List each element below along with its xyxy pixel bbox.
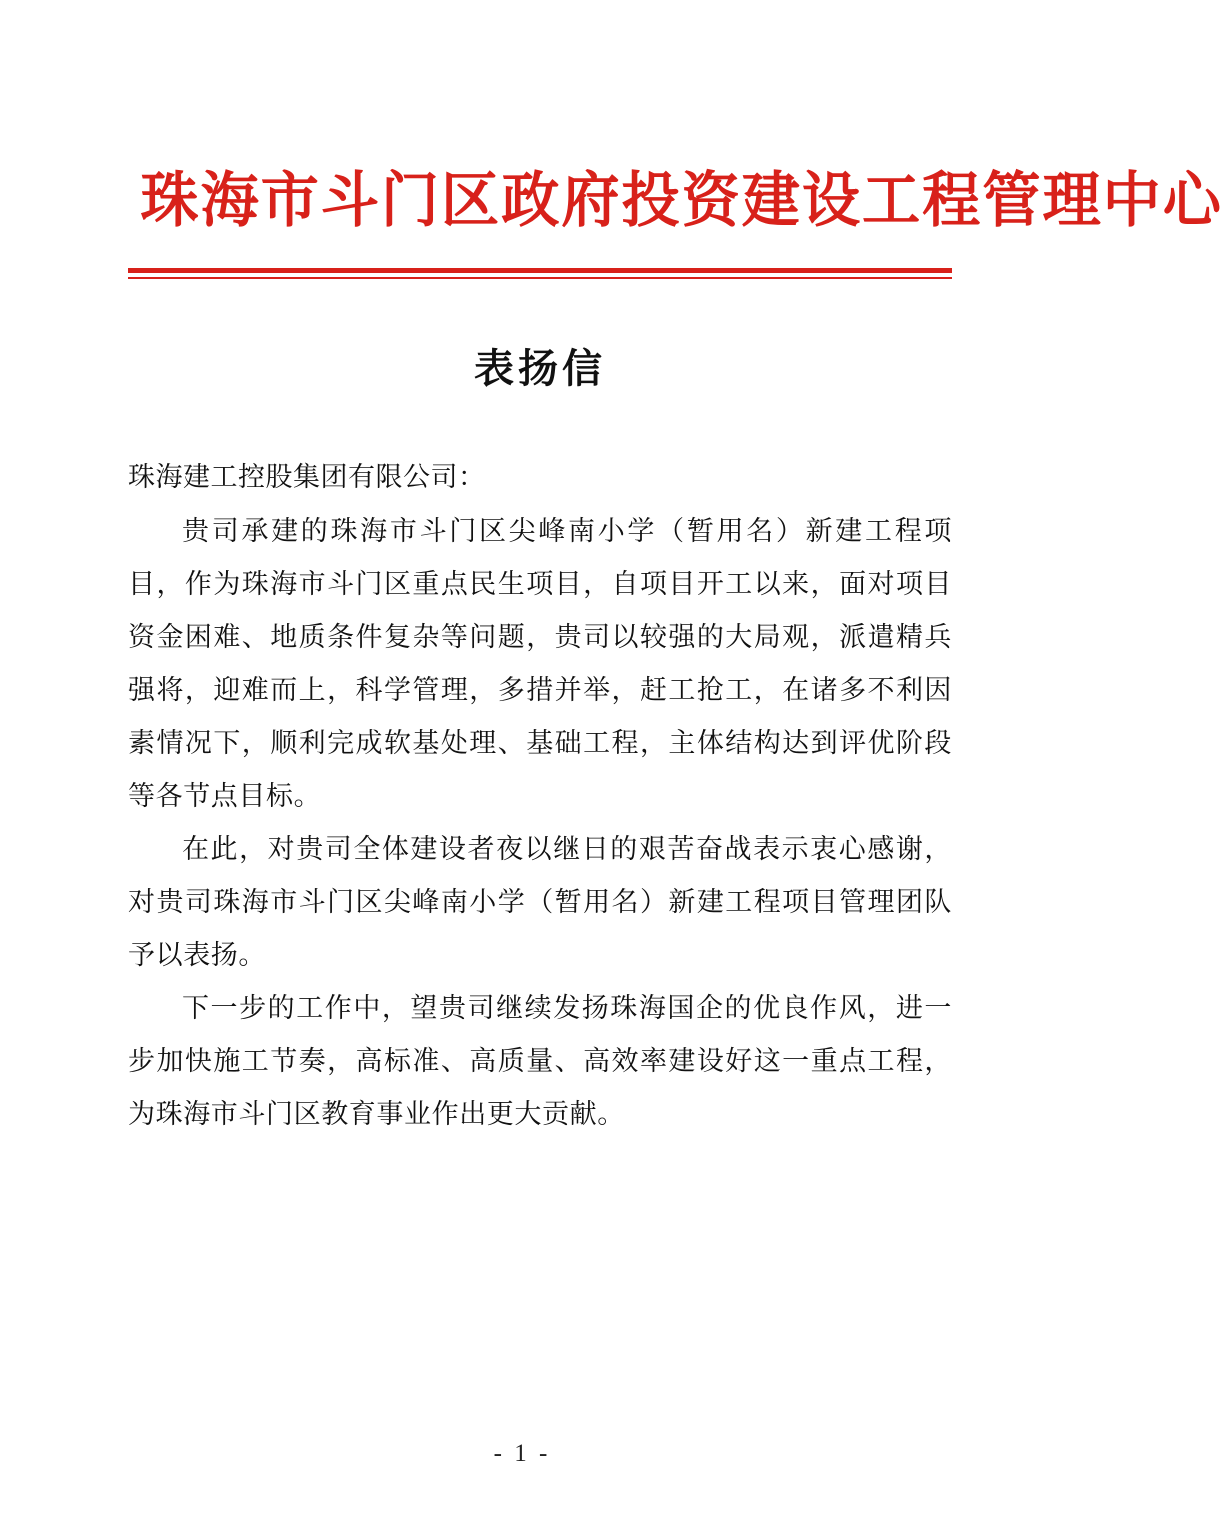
document-title: 表扬信 [474,346,606,391]
divider-thick-line [128,268,952,273]
page-number: - 1 - [493,1440,551,1467]
letterhead [128,0,1223,234]
divider-thin-line [128,277,952,279]
body-paragraph-3: 下一步的工作中，望贵司继续发扬珠海国企的优良作风，进一步加快施工节奏，高标准、高质量、高效率建设好这一重点工程，为珠海市斗门区教育事业作出更大贡献。 [128,993,952,1130]
body-paragraph-1: 贵司承建的珠海市斗门区尖峰南小学（暂用名）新建工程项目，作为珠海市斗门区重点民生项目，自项目开工以来，面对项目资金困难、地质条件复杂等问题，贵司以较强的大局观，派遣精兵强将，迎难而上，科学管理，多措并举，赶工抢工，在诸多不利因素情况下，顺利完成软基处理、基础工程，主体结构达到评优阶段等各节点目标。 [128,516,952,812]
letterhead-organization-title: 珠海市斗门区政府投资建设工程管理中心 [140,168,1223,234]
letterhead-divider [128,268,952,279]
document-body [128,456,952,1141]
body-paragraph-2: 在此，对贵司全体建设者夜以继日的艰苦奋战表示衷心感谢，对贵司珠海市斗门区尖峰南小学（暂用名）新建工程项目管理团队予以表扬。 [128,834,952,971]
salutation: 珠海建工控股集团有限公司： [128,462,486,492]
